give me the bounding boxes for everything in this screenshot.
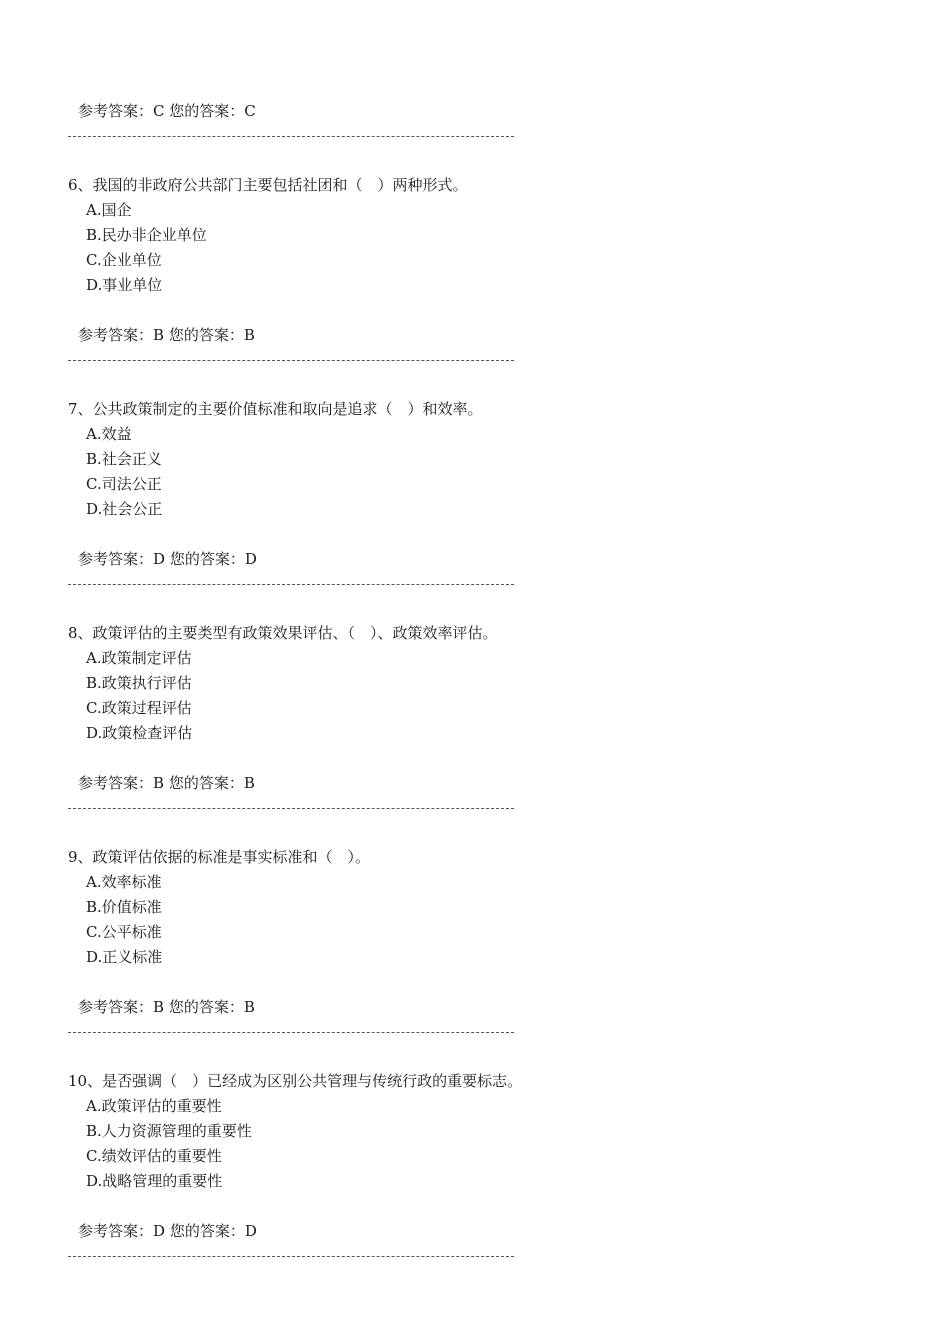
your-answer-label: 您的答案： [168,998,244,1016]
question-7-text [68,399,483,419]
divider [68,1032,514,1033]
question-stem: 是否强调（ ）已经成为区别公共管理与传统行政的重要标志。 [102,1072,523,1090]
reference-answer-value: B [153,326,165,344]
reference-answer-label: 参考答案： [78,998,154,1016]
reference-answer-value: D [153,550,166,568]
your-answer-value: D [244,1222,257,1240]
your-answer-value: D [244,550,257,568]
answer-line-7 [78,549,257,569]
question-7-option-c: C.司法公正 [86,475,162,493]
question-10-option-a: A.政策评估的重要性 [86,1097,222,1115]
question-number: 9、 [68,848,93,866]
reference-answer-label: 参考答案： [78,550,154,568]
reference-answer-label: 参考答案： [78,1222,154,1240]
answer-line-5 [78,101,256,121]
your-answer-label: 您的答案： [169,102,245,120]
question-6-option-b: B.民办非企业单位 [86,226,207,244]
answer-line-9 [78,997,255,1017]
question-9-option-a: A.效率标准 [86,873,162,891]
answer-line-6 [78,325,255,345]
question-8-option-b: B.政策执行评估 [86,674,192,692]
your-answer-value: C [244,102,256,120]
reference-answer-value: B [153,774,165,792]
reference-answer-value: B [153,998,165,1016]
answer-line-8 [78,773,255,793]
question-9-option-c: C.公平标准 [86,923,162,941]
question-6-option-c: C.企业单位 [86,251,162,269]
question-10-text [68,1071,522,1091]
question-number: 6、 [68,176,93,194]
your-answer-value: B [243,774,255,792]
question-9-text [68,847,370,867]
divider [68,360,514,361]
your-answer-label: 您的答案： [168,774,244,792]
your-answer-label: 您的答案： [168,326,244,344]
divider [68,584,514,585]
question-stem: 政策评估依据的标准是事实标准和（ ）。 [92,848,371,866]
reference-answer-value: D [153,1222,166,1240]
divider [68,808,514,809]
answer-line-10 [78,1221,257,1241]
your-answer-value: B [243,326,255,344]
question-stem: 政策评估的主要类型有政策效果评估、（ ）、政策效率评估。 [92,624,498,642]
your-answer-label: 您的答案： [169,1222,245,1240]
question-stem: 公共政策制定的主要价值标准和取向是追求（ ）和效率。 [92,400,483,418]
your-answer-value: B [243,998,255,1016]
divider [68,136,514,137]
question-7-option-b: B.社会正义 [86,450,162,468]
reference-answer-label: 参考答案： [78,774,154,792]
question-8-option-c: C.政策过程评估 [86,699,192,717]
question-10-option-d: D.战略管理的重要性 [86,1172,223,1190]
question-6-text [68,175,468,195]
question-6-option-d: D.事业单位 [86,276,163,294]
divider [68,1256,514,1257]
question-10-option-b: B.人力资源管理的重要性 [86,1122,252,1140]
question-number: 8、 [68,624,93,642]
reference-answer-label: 参考答案： [78,326,154,344]
question-8-option-d: D.政策检查评估 [86,724,193,742]
question-stem: 我国的非政府公共部门主要包括社团和（ ）两种形式。 [92,176,468,194]
question-number: 7、 [68,400,93,418]
your-answer-label: 您的答案： [169,550,245,568]
reference-answer-value: C [153,102,165,120]
question-8-option-a: A.政策制定评估 [86,649,192,667]
question-8-text [68,623,498,643]
question-6-option-a: A.国企 [86,201,132,219]
question-7-option-a: A.效益 [86,425,132,443]
question-number: 10、 [68,1072,103,1090]
reference-answer-label: 参考答案： [78,102,154,120]
question-7-option-d: D.社会公正 [86,500,163,518]
question-10-option-c: C.绩效评估的重要性 [86,1147,222,1165]
question-9-option-d: D.正义标准 [86,948,163,966]
question-9-option-b: B.价值标准 [86,898,162,916]
